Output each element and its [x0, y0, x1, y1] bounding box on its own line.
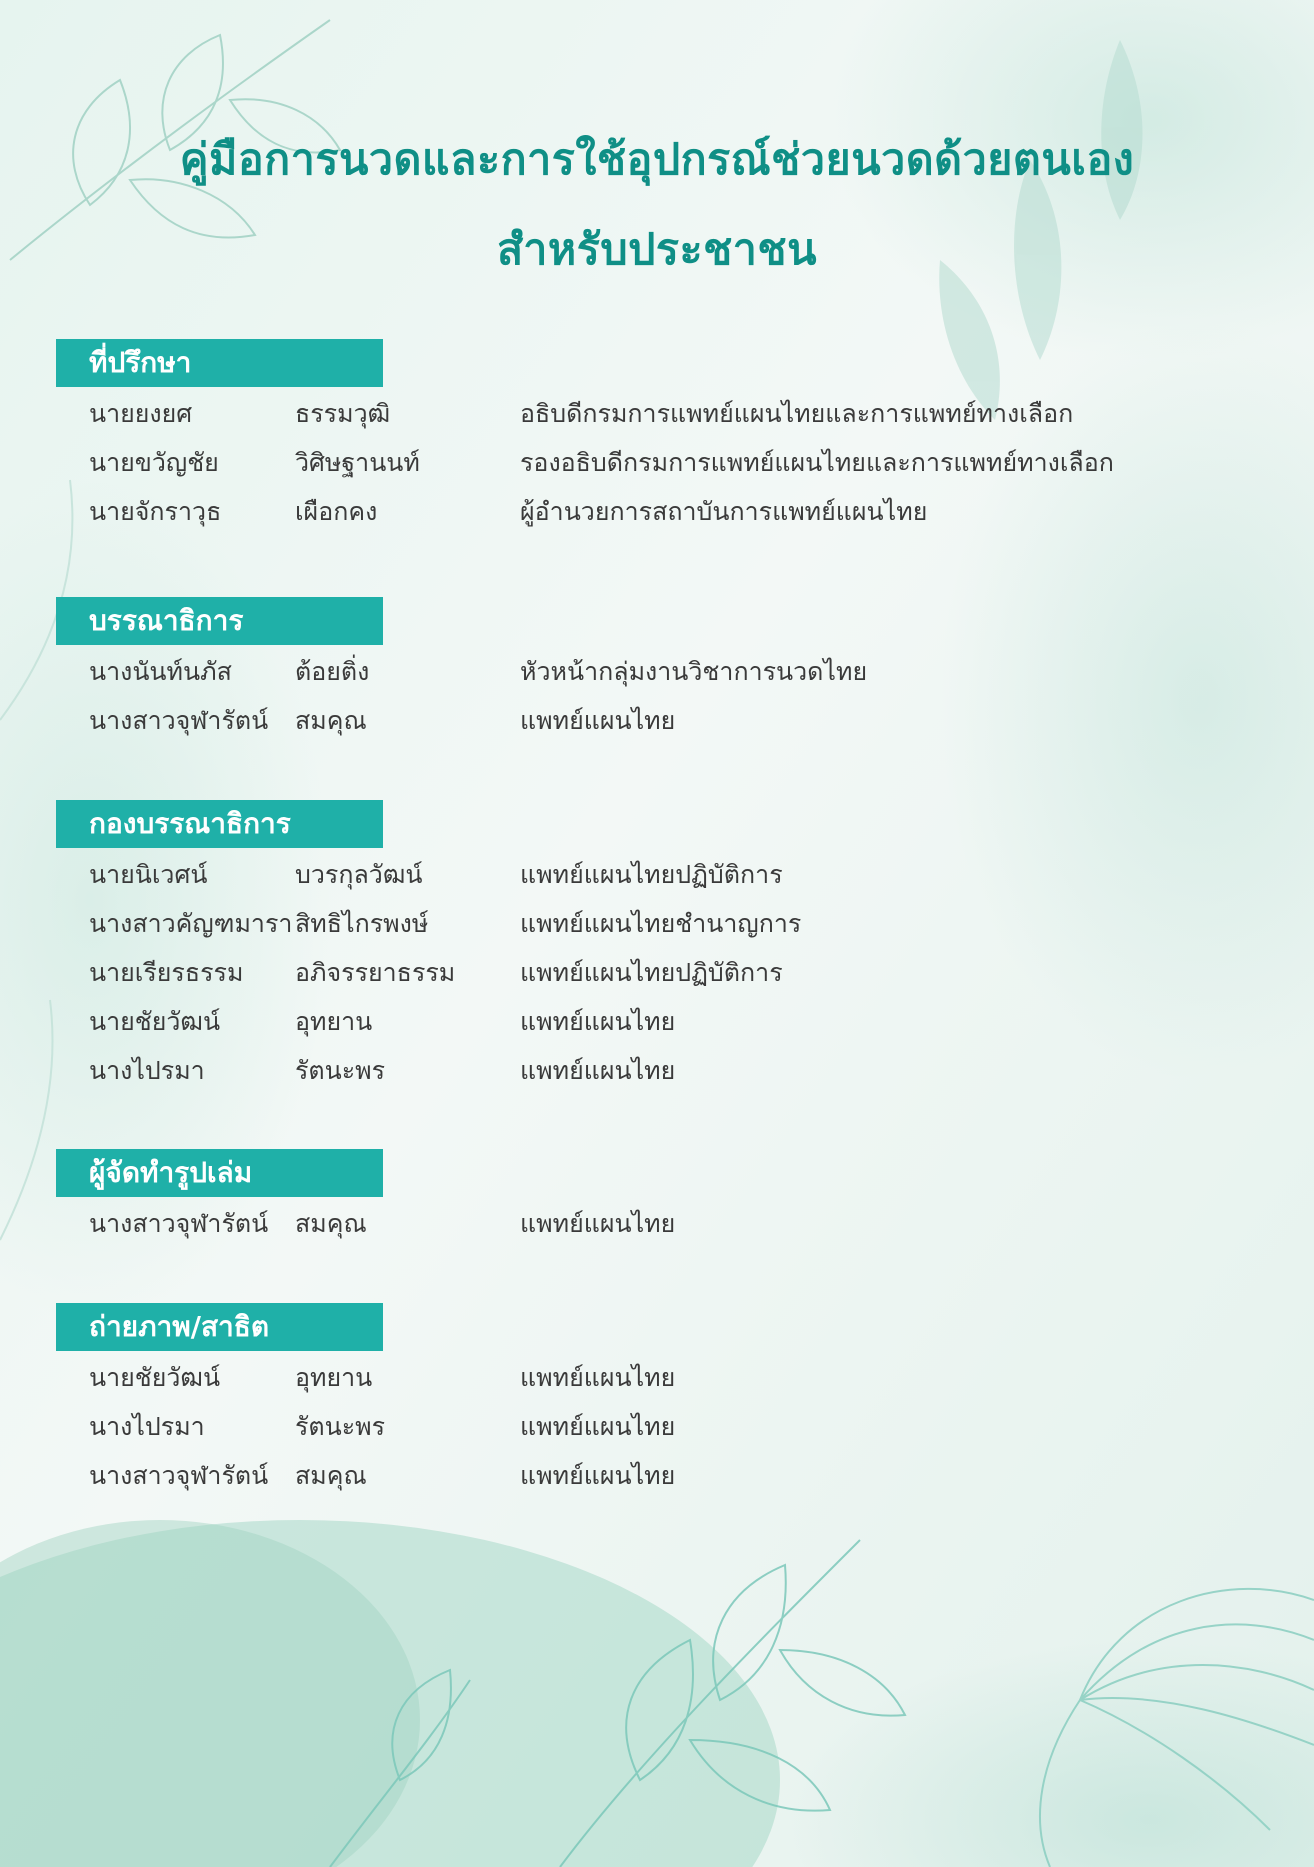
person-row [56, 948, 1256, 997]
person-role: รองอธิบดีกรมการแพทย์แผนไทยและการแพทย์ทางเลือก [520, 447, 1114, 477]
person-first-name: นายยงยศ [89, 398, 193, 428]
people-list [56, 1199, 1256, 1248]
person-last-name: รัตนะพร [295, 1055, 386, 1085]
person-role: หัวหน้ากลุ่มงานวิชาการนวดไทย [520, 656, 868, 686]
person-role: แพทย์แผนไทย [520, 1362, 676, 1392]
person-first-name: นางสาวจุฬารัตน์ [89, 705, 269, 735]
person-last-name: สิทธิไกรพงษ์ [295, 908, 429, 938]
person-last-name: บวรกุลวัฒน์ [295, 859, 423, 889]
section-heading: บรรณาธิการ [56, 597, 383, 645]
person-first-name: นางไปรมา [89, 1411, 205, 1441]
person-last-name: อุทยาน [295, 1362, 373, 1392]
people-list [56, 389, 1256, 536]
person-row [56, 1402, 1256, 1451]
page-title: คู่มือการนวดและการใช้อุปกรณ์ช่วยนวดด้วยตนเอง [179, 135, 1135, 185]
person-first-name: นายขวัญชัย [89, 447, 219, 477]
person-first-name: นางไปรมา [89, 1055, 205, 1085]
person-role: แพทย์แผนไทยชำนาญการ [520, 908, 802, 938]
person-row [56, 997, 1256, 1046]
people-list [56, 1353, 1256, 1500]
person-last-name: วิศิษฐานนท์ [295, 447, 420, 477]
person-last-name: อภิจรรยาธรรม [295, 957, 456, 987]
person-first-name: นายชัยวัฒน์ [89, 1362, 221, 1392]
person-row [56, 899, 1256, 948]
person-last-name: สมคุณ [295, 1208, 367, 1238]
person-role: แพทย์แผนไทย [520, 1460, 676, 1490]
person-first-name: นายจักราวุธ [89, 496, 222, 526]
person-role: แพทย์แผนไทย [520, 1208, 676, 1238]
person-row [56, 438, 1256, 487]
section-heading: ที่ปรึกษา [56, 339, 383, 387]
section-editorial-board [56, 800, 1256, 1095]
person-first-name: นางสาวคัญฑมารา [89, 908, 293, 938]
person-row [56, 1046, 1256, 1095]
person-last-name: รัตนะพร [295, 1411, 386, 1441]
person-last-name: สมคุณ [295, 1460, 367, 1490]
person-role: แพทย์แผนไทย [520, 1006, 676, 1036]
section-layout [56, 1149, 1256, 1248]
person-row [56, 647, 1256, 696]
person-role: แพทย์แผนไทย [520, 705, 676, 735]
person-last-name: ธรรมวุฒิ [295, 398, 391, 428]
person-first-name: นางสาวจุฬารัตน์ [89, 1460, 269, 1490]
people-list [56, 647, 1256, 745]
person-row [56, 850, 1256, 899]
page-subtitle: สำหรับประชาชน [496, 225, 818, 275]
person-role: อธิบดีกรมการแพทย์แผนไทยและการแพทย์ทางเลือก [520, 398, 1074, 428]
person-role: แพทย์แผนไทยปฏิบัติการ [520, 859, 783, 889]
section-heading: ถ่ายภาพ/สาธิต [56, 1303, 383, 1351]
people-list [56, 850, 1256, 1095]
person-row [56, 487, 1256, 536]
person-row [56, 696, 1256, 745]
section-photo-demo [56, 1303, 1256, 1500]
person-role: ผู้อำนวยการสถาบันการแพทย์แผนไทย [520, 496, 928, 526]
person-first-name: นายนิเวศน์ [89, 859, 208, 889]
person-first-name: นางสาวจุฬารัตน์ [89, 1208, 269, 1238]
person-last-name: อุทยาน [295, 1006, 373, 1036]
section-heading: ผู้จัดทำรูปเล่ม [56, 1149, 383, 1197]
section-editors [56, 597, 1256, 745]
section-advisors [56, 339, 1256, 536]
person-row [56, 1199, 1256, 1248]
person-last-name: สมคุณ [295, 705, 367, 735]
person-last-name: เผือกคง [295, 496, 378, 526]
person-role: แพทย์แผนไทย [520, 1055, 676, 1085]
person-role: แพทย์แผนไทยปฏิบัติการ [520, 957, 783, 987]
person-row [56, 389, 1256, 438]
person-row [56, 1451, 1256, 1500]
person-first-name: นายชัยวัฒน์ [89, 1006, 221, 1036]
person-role: แพทย์แผนไทย [520, 1411, 676, 1441]
person-row [56, 1353, 1256, 1402]
section-heading: กองบรรณาธิการ [56, 800, 383, 848]
person-first-name: นางนันท์นภัส [89, 656, 232, 686]
person-first-name: นายเรียรธรรม [89, 957, 244, 987]
person-last-name: ต้อยติ่ง [295, 656, 370, 686]
